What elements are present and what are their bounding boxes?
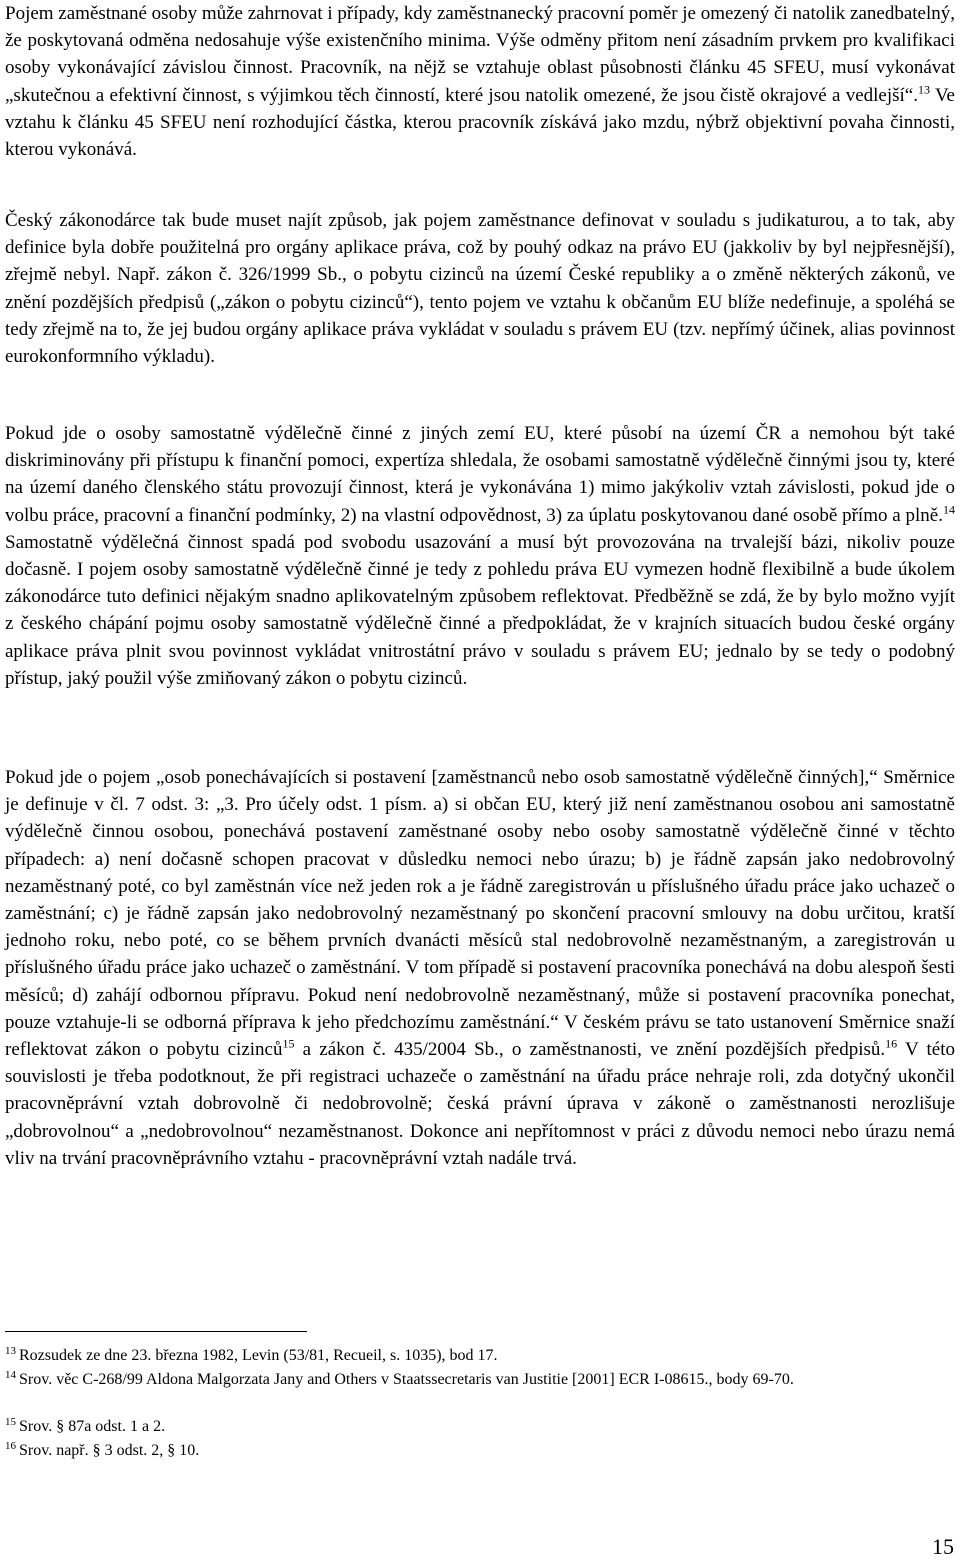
paragraph-2 — [5, 207, 955, 370]
paragraph-4-text-middle: a zákon č. 435/2004 Sb., o zaměstnanosti, ve znění pozdějších předpisů. — [294, 1039, 886, 1061]
paragraph-4-text-after: V této souvislosti je třeba podotknout, že při registraci uchazeče o zaměstnání na úřadu práce nehraje roli, zda dotyčný ukončil pracovněprávní vztah dobrovolně či nedobrovolně; česká právní úprava v zákoně o zaměstnanosti nerozlišuje „dobrovolnou“ a „nedobrovolnou“ nezaměstnanost. Dokonce ani nepřítomnost v práci z důvodu nemoci nebo úrazu nemá vliv na trvání pracovněprávního vztahu - pracovněprávní vztah nadále trvá. — [5, 1039, 955, 1169]
footnote-ref-16: 16 — [885, 1036, 898, 1051]
footnote-ref-15: 15 — [282, 1036, 295, 1051]
paragraph-4 — [5, 764, 955, 1172]
paragraph-3-text: Pokud jde o osoby samostatně výdělečně činné z jiných zemí EU, které působí na území ČR a nemohou být také diskriminovány při přístupu k finanční pomoci, expertíza shledala, že osobami samostatně výdělečně činnými jsou ty, které na území daného členského státu provozují činnost, která je vykonávána 1) mimo jakýkoliv vztah závislosti, pokud jde o volbu práce, pracovní a finanční podmínky, 2) na vlastní odpovědnost, 3) za úplatu poskytovanou dané osobě přímo a plně. — [5, 423, 955, 526]
footnote-14-number: 14 — [5, 1368, 16, 1381]
footnote-15-number: 15 — [5, 1415, 16, 1428]
page-number: 15 — [932, 1534, 954, 1559]
paragraph-3 — [5, 420, 955, 692]
footnote-14-text: Srov. věc C-268/99 Aldona Malgorzata Jany and Others v Staatssecretaris van Justitie [2001] ECR I-08615., body 69-70. — [19, 1371, 794, 1388]
footnote-separator — [5, 1331, 307, 1332]
footnote-ref-14: 14 — [943, 502, 955, 517]
footnote-13-number: 13 — [5, 1344, 16, 1357]
footnote-15 — [5, 1416, 955, 1438]
footnote-13 — [5, 1345, 955, 1367]
footnote-ref-13: 13 — [918, 82, 930, 97]
paragraph-1-text-after: Ve vztahu k článku 45 SFEU není rozhodující částka, kterou pracovník získává jako mzdu, nýbrž objektivní povaha činnosti, kterou vykonává. — [5, 84, 955, 161]
paragraph-1-text: Pojem zaměstnané osoby může zahrnovat i případy, kdy zaměstnanecký pracovní poměr je omezený či natolik zanedbatelný, že poskytovaná odměna nedosahuje výše existenčního minima. Výše odměny přitom není zásadním prvkem pro kvalifikaci osoby vykonávající závislou činnost. Pracovník, na nějž se vztahuje oblast působnosti článku 45 SFEU, musí vykonávat „skutečnou a efektivní činnost, s výjimkou těch činností, které jsou natolik omezené, že jsou čistě okrajové a vedlejší“. — [5, 3, 956, 106]
footnote-14 — [5, 1369, 955, 1391]
footnote-16-number: 16 — [5, 1439, 16, 1452]
paragraph-3-text-after: Samostatně výdělečná činnost spadá pod svobodu usazování a musí být provozována na trvalejší bázi, nikoliv pouze dočasně. I pojem osoby samostatně výdělečně činné je tedy z pohledu práva EU vymezen hodně flexibilně a bude úkolem zákonodárce tuto definici nějakým snadno aplikovatelným způsobem reflektovat. Předběžně se zdá, že by bylo možno vyjít z českého chápání pojmu osoby samostatně výdělečně činné a předpokládat, že v krajních situacích budou české orgány aplikace práva plnit svou povinnost vykládat vnitrostátní právo v souladu s právem EU; jednalo by se tedy o podobný přístup, jaký použil výše zmiňovaný zákon o pobytu cizinců. — [5, 531, 955, 689]
paragraph-4-text: Pokud jde o pojem „osob ponechávajících si postavení [zaměstnanců nebo osob samostatně výdělečně činných],“ Směrnice je definuje v čl. 7 odst. 3: „3. Pro účely odst. 1 písm. a) si občan EU, který již není zaměstnanou osobou ani samostatně výdělečně činnou osobou, ponechává postavení zaměstnané osoby nebo osoby samostatně výdělečně činné v těchto případech: a) není dočasně schopen pracovat v důsledku nemoci nebo úrazu; b) je řádně zapsán jako nedobrovolný nezaměstnaný poté, co byl zaměstnán více než jeden rok a je řádně zaregistrován u příslušného úřadu práce jako uchazeč o zaměstnání; c) je řádně zapsán jako nedobrovolný nezaměstnaný po skončení pracovní smlouvy na dobu určitou, kratší jednoho roku, nebo poté, co se během prvních dvanácti měsíců stal nedobrovolně nezaměstnaným, a zaregistrován u příslušného úřadu práce jako uchazeč o zaměstnání. V tom případě si postavení pracovníka ponechává na dobu alespoň šesti měsíců; d) zahájí odbornou přípravu. Pokud není nedobrovolně nezaměstnaný, může si postavení pracovníka ponechat, pouze vztahuje-li se odborná příprava k jeho předchozímu zaměstnání.“ V českém právu se tato ustanovení Směrnice snaží reflektovat zákon o pobytu cizinců — [5, 767, 955, 1061]
footnote-15-text: Srov. § 87a odst. 1 a 2. — [19, 1418, 166, 1435]
footnote-16-text: Srov. např. § 3 odst. 2, § 10. — [19, 1442, 200, 1459]
paragraph-1 — [5, 0, 955, 163]
footnote-16 — [5, 1440, 955, 1462]
footnote-13-text: Rozsudek ze dne 23. března 1982, Levin (53/81, Recueil, s. 1035), bod 17. — [19, 1347, 498, 1364]
paragraph-2-text: Český zákonodárce tak bude muset najít způsob, jak pojem zaměstnance definovat v souladu s judikaturou, a to tak, aby definice byla dobře použitelná pro orgány aplikace práva, což by pouhý odkaz na právo EU (jakkoliv by byl nejpřesnější), zřejmě nebyl. Např. zákon č. 326/1999 Sb., o pobytu cizinců na území České republiky a o změně některých zákonů, ve znění pozdějších předpisů („zákon o pobytu cizinců“), tento pojem ve vztahu k občanům EU blíže nedefinuje, a spoléhá se tedy zřejmě na to, že jej budou orgány aplikace práva vykládat v souladu s právem EU (tzv. nepřímý účinek, alias povinnost eurokonformního výkladu). — [5, 210, 955, 368]
